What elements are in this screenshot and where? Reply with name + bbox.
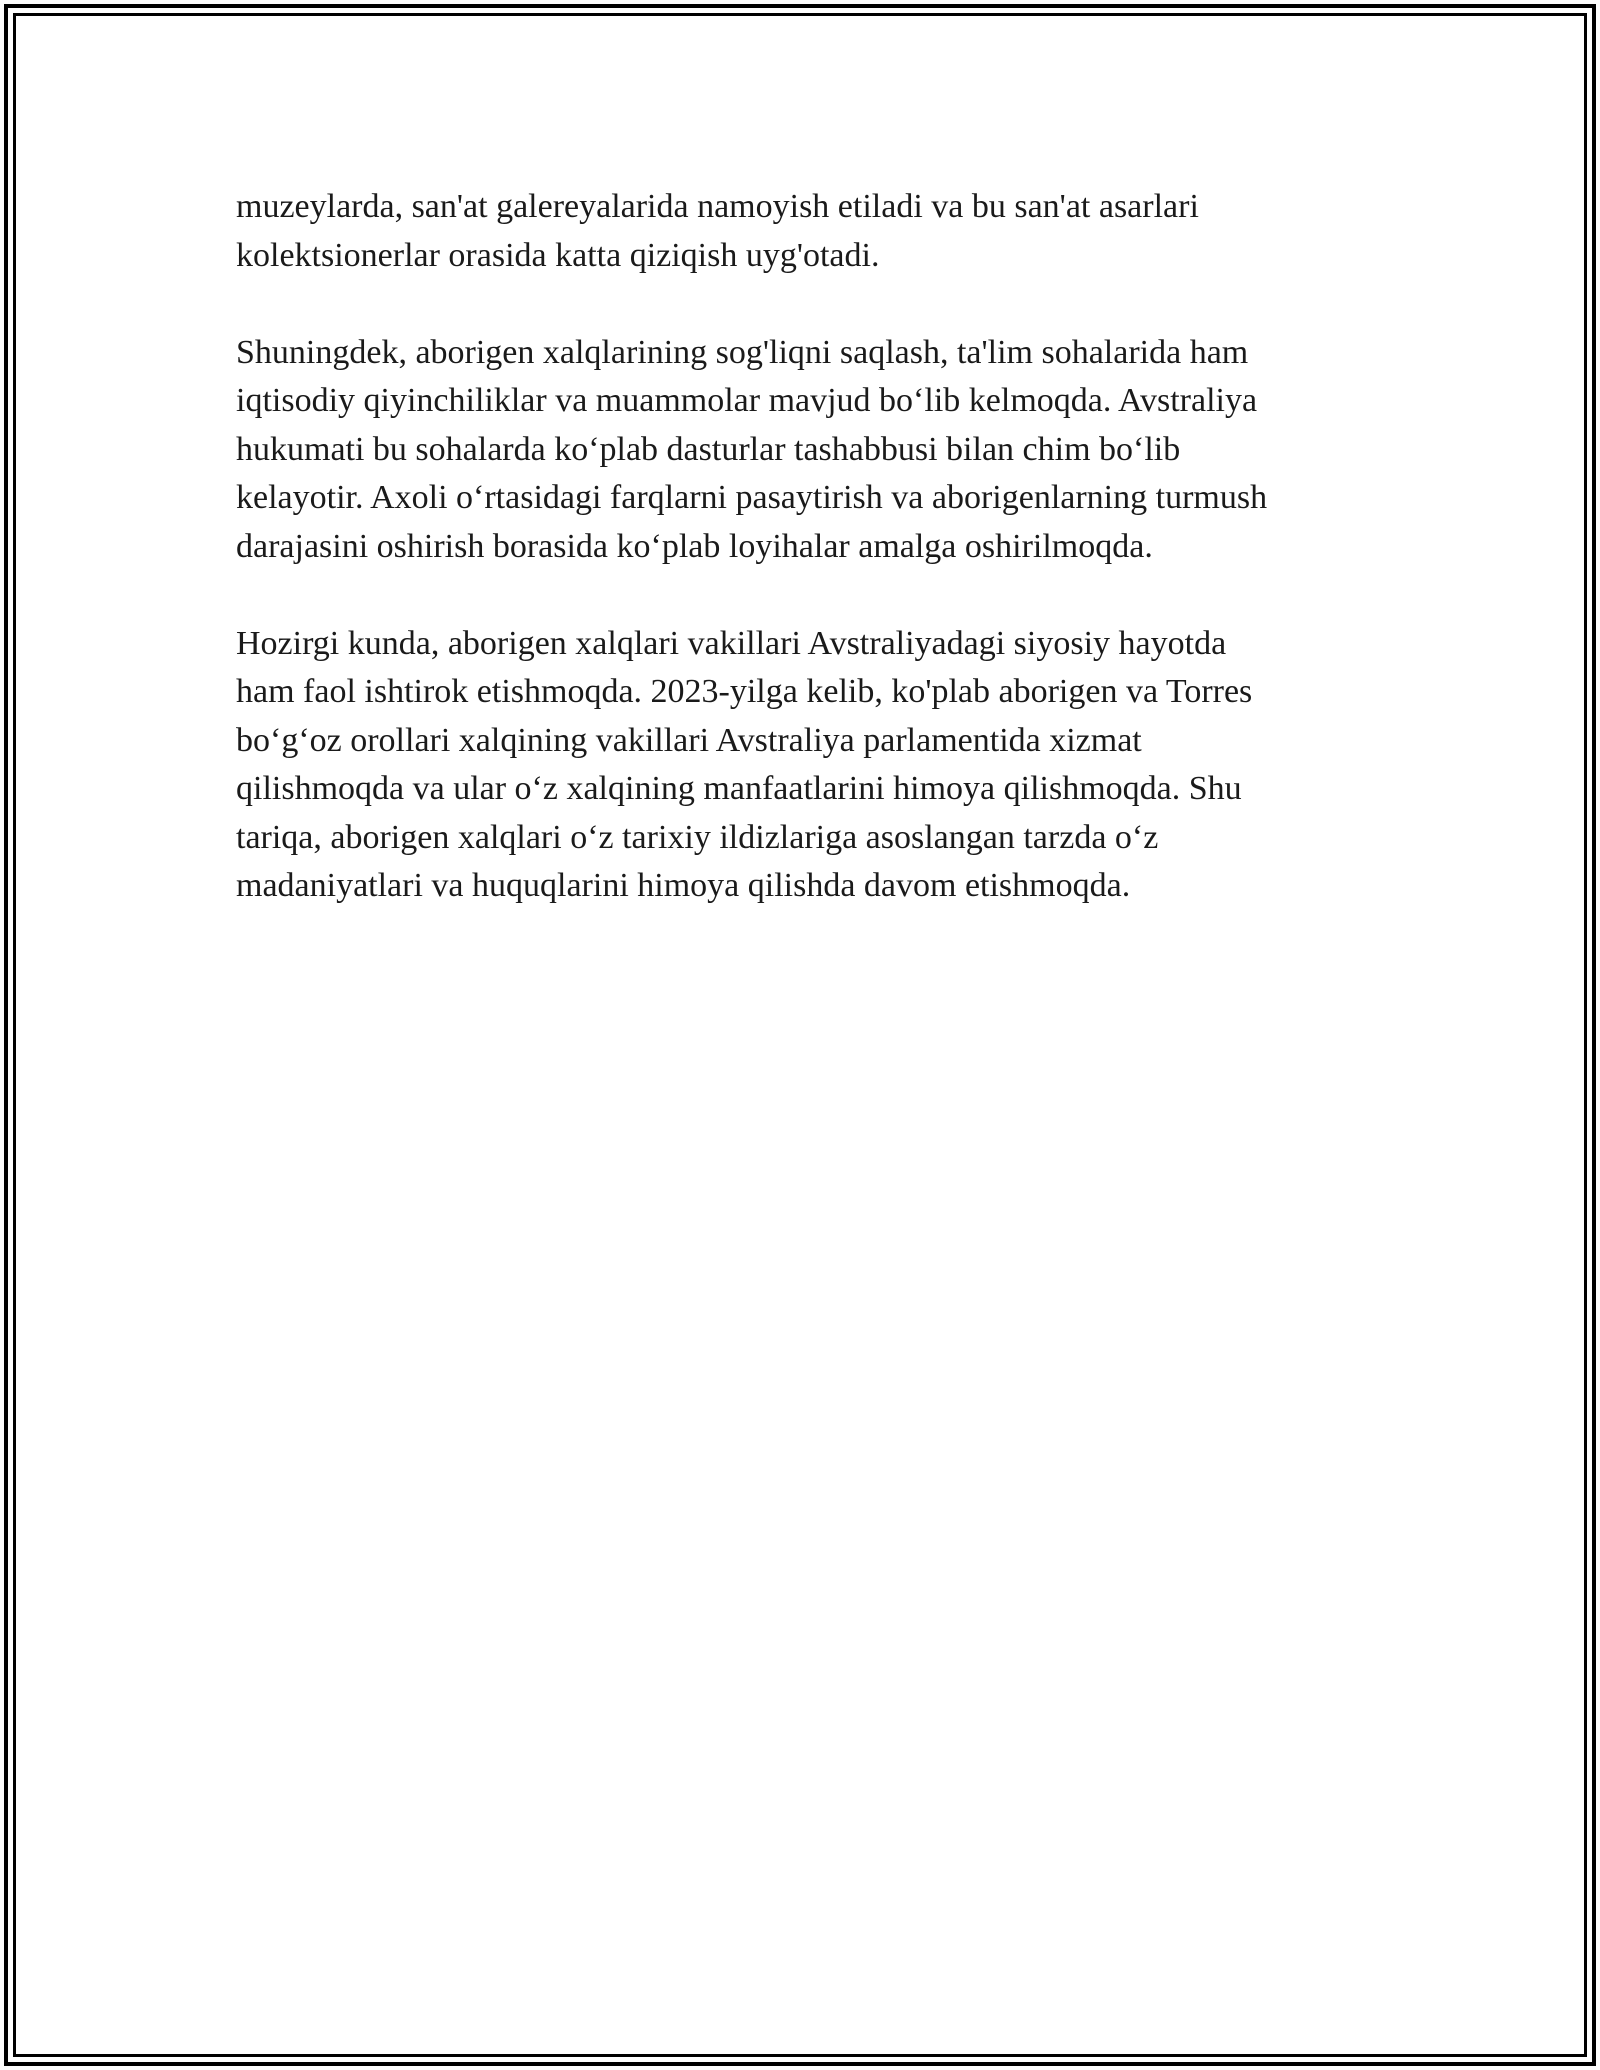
text-line: muzeylarda, san'at galereyalarida namoyish etiladi va bu san'at asarlari — [236, 188, 1199, 225]
text-line: kolektsionerlar orasida katta qiziqish uyg'otadi. — [236, 236, 880, 274]
text-line: ham faol ishtirok etishmoqda. 2023-yilga kelib, ko'plab aborigen va Torres — [236, 673, 1253, 710]
text-line: qilishmoqda va ular o‘z xalqining manfaatlarini himoya qilishmoqda. Shu — [236, 770, 1242, 807]
text-line: Shuningdek, aborigen xalqlarining sog'liqni saqlash, ta'lim sohalarida ham — [236, 333, 1249, 371]
text-line: darajasini oshirish borasida ko‘plab loyihalar amalga oshirilmoqda. — [236, 527, 1153, 565]
text-line: iqtisodiy qiyinchiliklar va muammolar mavjud bo‘lib kelmoqda. Avstraliya — [236, 382, 1258, 419]
paragraph-2 — [236, 329, 1366, 572]
paragraph-3 — [236, 620, 1366, 911]
text-line: tariqa, aborigen xalqlari o‘z tarixiy ildizlariga asoslangan tarzda o‘z — [236, 818, 1159, 856]
text-line: kelayotir. Axoli o‘rtasidagi farqlarni pasaytirish va aborigenlarning turmush — [236, 479, 1268, 516]
text-line: bo‘g‘oz orollari xalqining vakillari Avstraliya parlamentida xizmat — [236, 721, 1142, 759]
text-line: hukumati bu sohalarda ko‘plab dasturlar tashabbusi bilan chim bo‘lib — [236, 430, 1181, 468]
paragraph-1 — [236, 183, 1366, 280]
text-line: madaniyatlari va huquqlarini himoya qilishda davom etishmoqda. — [236, 867, 1131, 904]
text-line: Hozirgi kunda, aborigen xalqlari vakillari Avstraliyadagi siyosiy hayotda — [236, 624, 1227, 662]
document-body — [236, 183, 1366, 959]
